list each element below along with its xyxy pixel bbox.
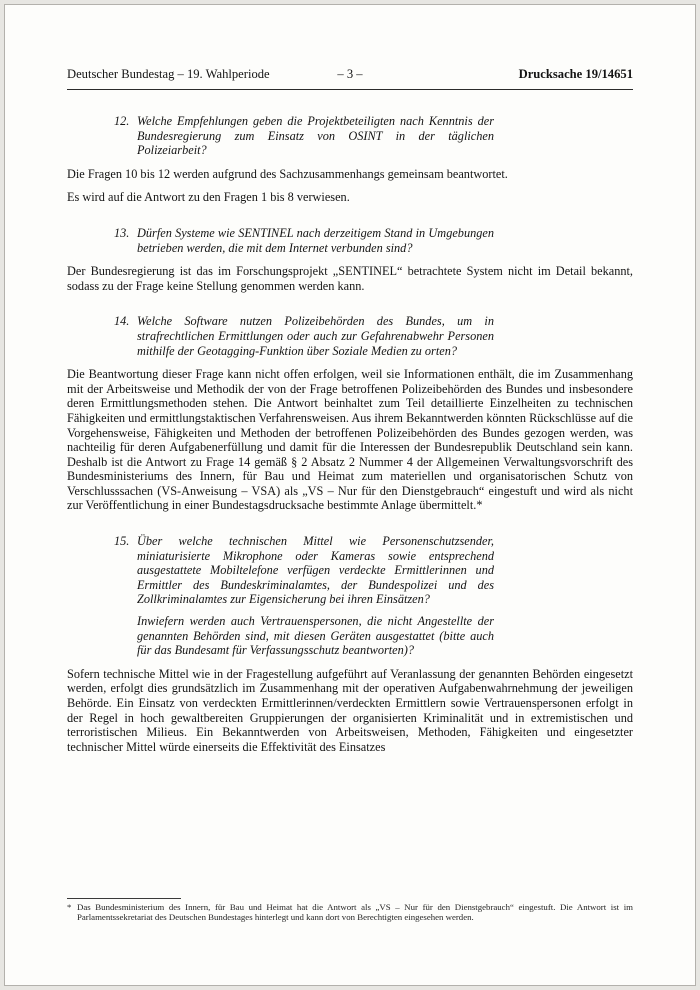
footnote-separator-rule <box>67 898 181 899</box>
footnote-text: Das Bundesministerium des Innern, für Bau und Heimat hat die Antwort als „VS – Nur für den Dienstgebrauch“ eingestuft. Die Antwort ist im Parlamentssekretariat des Deutschen Bundestages hinterlegt und kann dort von Berechtigten eingesehen werden. <box>77 901 633 923</box>
question-12-text-block <box>137 114 494 158</box>
question-15-text-part-1: Über welche technischen Mittel wie Personenschutzsender, miniaturisierte Mikrophone oder Kameras sowie entsprechend ausgestattete Mobiltelefone verfügen verdeckte Ermittlerinnen und Ermittler des Bundeskriminalamtes, der Bundespolizei und des Zollkriminalamtes zur Eigensicherung bei ihren Einsätzen? <box>137 534 494 607</box>
question-13 <box>114 226 494 255</box>
footnote-row <box>67 902 633 923</box>
question-13-text: Dürfen Systeme wie SENTINEL nach derzeitigem Stand in Umgebungen betrieben werden, die mit dem Internet verbunden sind? <box>137 225 494 255</box>
question-15-number: 15. <box>114 534 130 549</box>
answer-14-paragraph: Die Beantwortung dieser Frage kann nicht offen erfolgen, weil sie Informationen enthält, die im Zusammenhang mit der Arbeitsweise und Methodik der von der Frage betroffenen Polizeibehörden des Bundes und insbesondere deren Ermittlungsmethoden stehen. Die Antwort beinhaltet zum Teil detaillierte Einzelheiten zu technischen Fähigkeiten und ermittlungstaktischen Verfahrensweisen. Aus ihrem Bekanntwerden könnten Rückschlüsse auf die Vorgehensweise, Fähigkeiten und Methoden der betroffenen Polizeibehörden des Bundes gezogen werden, was nachteilig für deren Aufgabenerfüllung und damit für die Interessen der Bundesrepublik Deutschland sein kann. Deshalb ist die Antwort zu Frage 14 gemäß § 2 Absatz 2 Nummer 4 der Allgemeinen Verwaltungsvorschrift des Bundesministeriums des Innern, für Bau und Heimat zum materiellen und organisatorischen Schutz von Verschlusssachen (VS-Anweisung – VSA) als „VS – Nur für den Dienstgebrauch“ eingestuft und wird als nicht zur Veröffentlichung in einer Bundestagsdrucksache bestimmte Anlage übermittelt.* <box>67 367 633 513</box>
document-body <box>67 114 633 754</box>
header-publication-title: Deutscher Bundestag – 19. Wahlperiode <box>67 67 270 81</box>
question-12-text: Welche Empfehlungen geben die Projektbeteiligten nach Kenntnis der Bundesregierung zum Einsatz von OSINT in der täglichen Polizeiarbeit? <box>137 114 494 158</box>
header-page-number: – 3 – <box>337 67 363 81</box>
question-14-text: Welche Software nutzen Polizeibehörden des Bundes, um in strafrechtlichen Ermittlungen oder auch zur Gefahrenabwehr Personen mithilfe der Geotagging-Funktion über Soziale Medien zu orten? <box>137 314 494 358</box>
question-12-number: 12. <box>114 114 130 128</box>
answer-12-paragraph-1: Die Fragen 10 bis 12 werden aufgrund des Sachzusammenhangs gemeinsam beantwortet. <box>67 166 508 181</box>
question-15-text-part-2: Inwiefern werden auch Vertrauenspersonen, die nicht Angestellte der genannten Behörden sind, mit diesen Geräten ausgestattet (bitte auch für das Bundesamt für Verfassungsschutz beantworten)? <box>137 614 494 658</box>
question-13-number: 13. <box>114 225 130 240</box>
question-14-text-block <box>137 314 494 358</box>
question-14 <box>114 314 494 358</box>
footnote-area <box>67 898 633 923</box>
question-15 <box>114 534 494 658</box>
question-13-text-block <box>137 226 494 255</box>
document-page <box>4 4 696 986</box>
question-15-text-block <box>137 534 494 658</box>
answer-13-paragraph: Der Bundesregierung ist das im Forschungsprojekt „SENTINEL“ betrachtete System nicht im Detail bekannt, sodass zu der Frage keine Stellung genommen werden kann. <box>67 264 633 293</box>
answer-12-paragraph-2: Es wird auf die Antwort zu den Fragen 1 bis 8 verwiesen. <box>67 190 350 205</box>
answer-15-paragraph: Sofern technische Mittel wie in der Fragestellung aufgeführt auf Veranlassung der genannten Behörden eingesetzt werden, erfolgt dies grundsätzlich im Zusammenhang mit der operativen Aufgabenwahrnehmung der jeweiligen Behörde. Ein Einsatz von verdeckten Ermittlerinnen/verdeckten Ermittlern sowie Vertrauenspersonen erfolgt in der Regel in hoch gewaltbereiten Gruppierungen der organisierten Kriminalität und in extremistischen und terroristischen Milieus. Ein Bekanntwerden von Arbeitsweisen, Methoden, Fähigkeiten und eingesetzter technischer Mittel würde einerseits die Effektivität des Einsatzes <box>67 666 633 754</box>
page-header <box>67 67 633 90</box>
question-12 <box>114 114 494 158</box>
question-14-number: 14. <box>114 314 130 329</box>
header-document-number: Drucksache 19/14651 <box>518 67 633 81</box>
footnote-marker: * <box>67 901 72 912</box>
